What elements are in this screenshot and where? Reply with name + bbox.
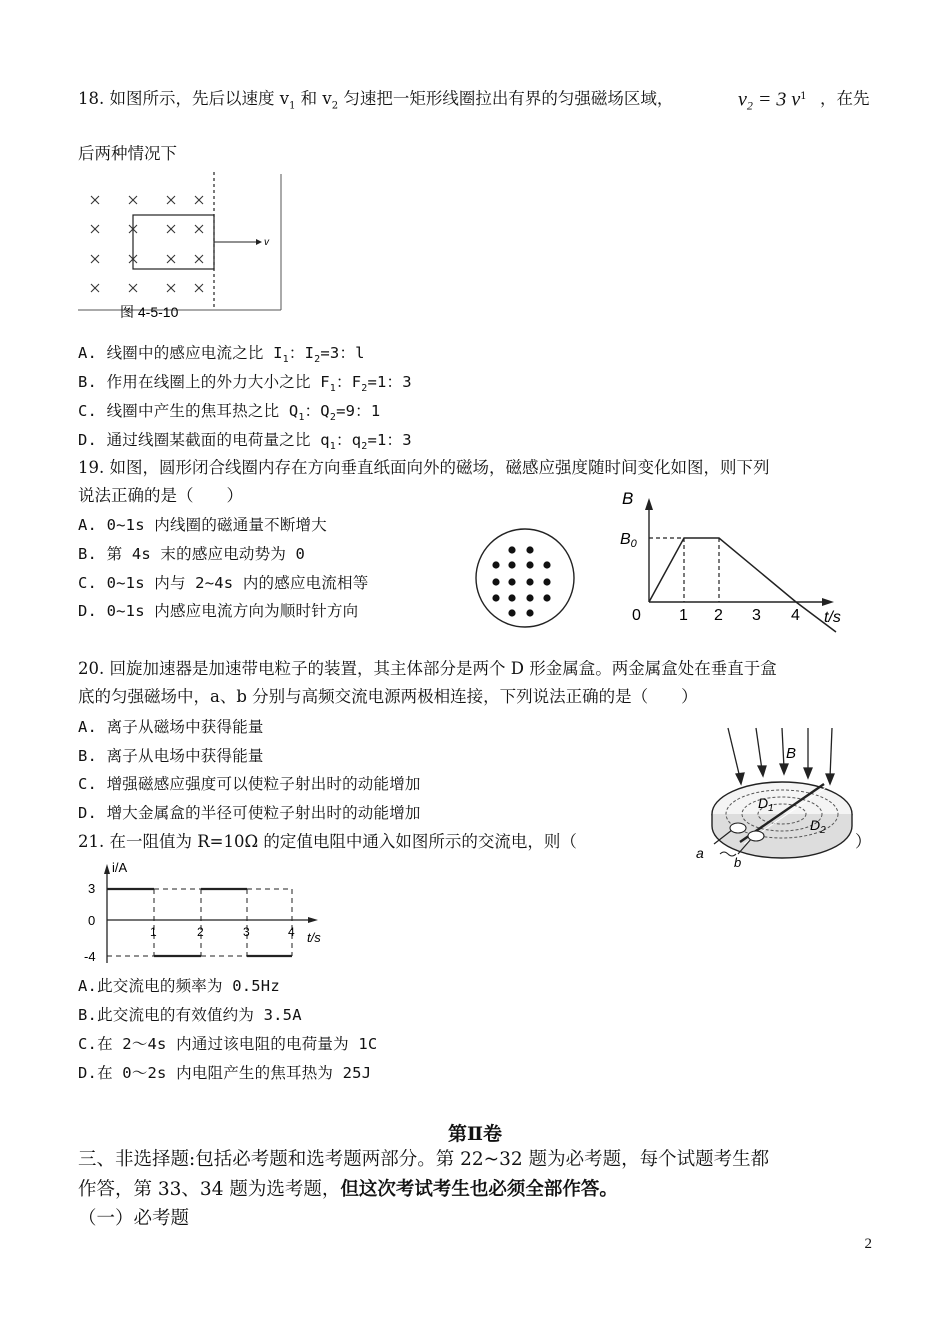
svg-text:0: 0: [632, 607, 641, 624]
svg-text:t/s: t/s: [824, 609, 841, 626]
q21-option-b: B.此交流电的有效值约为 3.5A: [78, 1006, 302, 1024]
part2-instructions-line2: 作答，第 33、34 题为选考题，但这次考试考生也必须全部作答。: [78, 1179, 618, 1200]
page-number: 2: [864, 1236, 872, 1252]
q18-option-c: C. 线圈中产生的焦耳热之比 $Q_1$：$Q_2=9$：1: [78, 402, 381, 424]
svg-text:0: 0: [88, 913, 96, 928]
q19-option-a: A. 0~1s 内线圈的磁通量不断增大: [78, 516, 327, 534]
q20-option-a: A. 离子从磁场中获得能量: [78, 718, 264, 736]
svg-text:t/s: t/s: [307, 930, 321, 945]
q21-stem-paren: ）: [855, 832, 872, 851]
q18-option-b: B. 作用在线圈上的外力大小之比 $F_1$：$F_2=1$：3: [78, 373, 412, 395]
svg-text:i/A: i/A: [112, 860, 128, 875]
q19-coil-figure: [474, 527, 584, 637]
part2-instructions-line1: 三、非选择题:包括必考题和选考题两部分。第 22~32 题为必考题，每个试题考生都: [78, 1149, 770, 1170]
svg-text:2: 2: [197, 925, 204, 939]
q19-stem-line1: 19. 如图，圆形闭合线圈内存在方向垂直纸面向外的磁场，磁感应强度随时间变化如图，则下列: [78, 458, 770, 477]
q20-stem-line1: 20. 回旋加速器是加速带电粒子的装置，其主体部分是两个 D 形金属盒。两金属盒处在垂直于盒: [78, 659, 777, 678]
svg-text:a: a: [696, 845, 704, 861]
q20-stem-line2: 底的匀强磁场中，a、b 分别与高频交流电源两极相连接，下列说法正确的是（ ）: [78, 687, 698, 706]
q18-figure-caption: 图 4-5-10: [120, 304, 179, 320]
q19-option-d: D. 0~1s 内感应电流方向为顺时针方向: [78, 602, 359, 620]
svg-text:3: 3: [243, 925, 250, 939]
q21-option-c: C.在 2～4s 内通过该电阻的电荷量为 1C: [78, 1035, 378, 1053]
svg-text:1: 1: [150, 925, 157, 939]
svg-text:3: 3: [752, 607, 761, 624]
svg-text:B0: B0: [620, 531, 637, 550]
svg-text:v: v: [264, 237, 269, 248]
q19-option-b: B. 第 4s 末的感应电动势为 0: [78, 545, 306, 563]
q21-option-d: D.在 0～2s 内电阻产生的焦耳热为 25J: [78, 1064, 372, 1082]
q19-stem-line2: 说法正确的是（ ）: [78, 486, 243, 505]
svg-text:2: 2: [714, 607, 723, 624]
q18-figure: [76, 172, 286, 322]
q18-option-d: D. 通过线圈某截面的电荷量之比 $q_1$：$q_2=1$：3: [78, 431, 412, 453]
svg-text:-4: -4: [84, 949, 96, 964]
q20-option-c: C. 增强磁感应强度可以使粒子射出时的动能增加: [78, 775, 421, 793]
q19-bt-graph: [616, 489, 856, 642]
part2-title: 第Ⅱ卷: [447, 1123, 502, 1145]
q18-stem-line2: 后两种情况下: [78, 144, 177, 163]
svg-text:B: B: [786, 745, 797, 762]
svg-text:D1: $D_1$: [758, 795, 774, 814]
svg-text:3: 3: [88, 881, 96, 896]
svg-text:4: 4: [791, 607, 800, 624]
q21-option-a: A.此交流电的频率为 0.5Hz: [78, 977, 280, 995]
q18-stem-line1-end: ，在先: [820, 89, 870, 108]
q18-option-a: A. 线圈中的感应电流之比 $I_1$：$I_2=3$：l: [78, 344, 365, 366]
q20-option-d: D. 增大金属盒的半径可使粒子射出时的动能增加: [78, 804, 421, 822]
svg-text:b: b: [734, 855, 742, 870]
svg-text:1: 1: [679, 607, 688, 624]
svg-text:B: B: [622, 489, 634, 508]
part2-section-heading: （一）必考题: [78, 1208, 190, 1229]
q18-formula: $v_2 = 3$ $v^1$: [738, 88, 807, 113]
svg-text:4: 4: [288, 925, 295, 939]
q20-option-b: B. 离子从电场中获得能量: [78, 747, 264, 765]
q20-cyclotron-figure: [692, 726, 862, 868]
svg-text:D2: $D_2$: [810, 817, 826, 836]
field-cross-marks: [91, 196, 203, 292]
q21-it-graph: [82, 860, 332, 970]
q19-option-c: C. 0~1s 内与 2~4s 内的感应电流相等: [78, 574, 369, 592]
q21-stem: 21. 在一阻值为 R=10Ω 的定值电阻中通入如图所示的交流电，则（: [78, 832, 577, 851]
q18-stem-line1: 18. 如图所示，先后以速度 $v_1$ 和 $v_2$ 匀速把一矩形线圈拉出有界的匀强磁场区域，: [78, 89, 674, 112]
